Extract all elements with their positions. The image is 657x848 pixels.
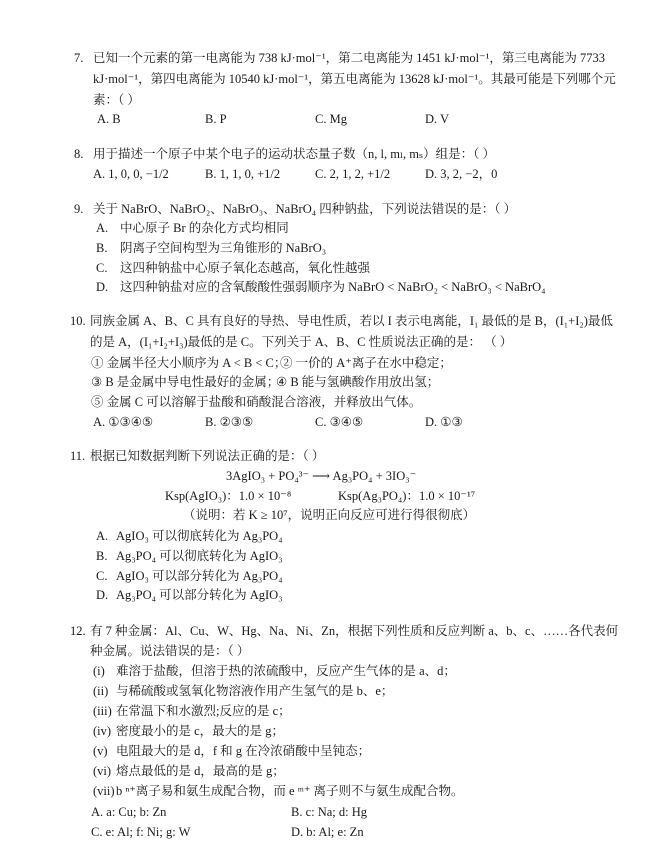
option-c: C. ③④⑤ bbox=[315, 415, 364, 429]
question-number: 8. bbox=[74, 147, 84, 161]
statement-text: 熔点最低的是 d，最高的是 g； bbox=[116, 764, 285, 778]
option-b: B. ②③⑤ bbox=[205, 415, 254, 429]
option-d: D. V bbox=[425, 112, 450, 126]
question-number: 12. bbox=[70, 624, 86, 638]
option-d: D. 3, 2, −2，0 bbox=[425, 167, 498, 181]
option-d: D. ①③ bbox=[425, 415, 463, 429]
ksp-agio3: Ksp(AgIO₃)：1.0 × 10⁻⁸ bbox=[165, 489, 292, 503]
statement-text: 与稀硫酸或氢氧化物溶液作用产生氢气的是 b、e； bbox=[116, 684, 394, 698]
question-text: 已知一个元素的第一电离能为 738 kJ·mol⁻¹，第二电离能为 1451 kJ·mol⁻¹，第三电离能为 7733 bbox=[93, 51, 606, 65]
option-label: B. bbox=[96, 241, 108, 255]
statement-text: 电阻最大的是 d，f 和 g 在冷浓硝酸中呈钝态； bbox=[116, 744, 371, 758]
statement-4: ④ B 能与氢碘酸作用放出氢； bbox=[276, 375, 440, 389]
option-a: A. a: Cu; b: Zn bbox=[91, 805, 167, 819]
option-text: 这四种钠盐中心原子氧化态越高，氧化性越强 bbox=[120, 261, 371, 275]
statement-1: ① 金属半径大小顺序为 A < B < C； bbox=[91, 356, 287, 370]
option-label: C. bbox=[96, 261, 108, 275]
option-c: C. e: Al; f: Ni; g: W bbox=[91, 825, 191, 839]
option-label: D. bbox=[96, 588, 109, 602]
option-label: A. bbox=[96, 529, 109, 543]
question-text: 种金属。说法错误的是：（ ） bbox=[90, 644, 250, 658]
statement-label: (v) bbox=[93, 744, 108, 758]
question-text: 关于 NaBrO、NaBrO₂、NaBrO₃、NaBrO₄ 四种钠盐，下列说法错误的是：（ ） bbox=[93, 202, 517, 216]
option-b: B. P bbox=[205, 112, 227, 126]
statement-label: (i) bbox=[93, 664, 105, 678]
statement-label: (iv) bbox=[93, 724, 112, 738]
statement-label: (vi) bbox=[93, 764, 112, 778]
statement-text: 难溶于盐酸，但溶于热的浓硫酸中，反应产生气体的是 a、d； bbox=[116, 664, 456, 678]
question-number: 9. bbox=[74, 202, 84, 216]
option-c: C. 2, 1, 2, +1/2 bbox=[315, 167, 391, 181]
question-text: 用于描述一个原子中某个电子的运动状态量子数（n, l, mₗ, mₛ）组是：（ ） bbox=[93, 147, 496, 161]
statement-text: 密度最小的是 c，最大的是 g； bbox=[116, 724, 285, 738]
question-text: 根据已知数据判断下列说法正确的是：（ ） bbox=[90, 449, 325, 463]
question-number: 10. bbox=[70, 314, 86, 328]
option-label: A. bbox=[96, 221, 109, 235]
note: （说明：若 K ≥ 10⁷，说明正向反应可进行得很彻底） bbox=[183, 508, 476, 522]
option-text: AgIO₃ 可以部分转化为 Ag₃PO₄ bbox=[116, 569, 283, 583]
statement-5: ⑤ 金属 C 可以溶解于盐酸和硝酸混合溶液，并释放出气体。 bbox=[91, 395, 422, 409]
question-number: 7. bbox=[74, 51, 84, 65]
option-d: D. b: Al; e: Zn bbox=[291, 825, 364, 839]
statement-text: 在常温下和水激烈;反应的是 c； bbox=[116, 704, 291, 718]
option-b: B. 1, 1, 0, +1/2 bbox=[205, 167, 281, 181]
option-text: 这四种钠盐对应的含氧酸酸性强弱顺序为 NaBrO < NaBrO₂ < NaBrO₃ < NaBrO₄ bbox=[120, 280, 546, 294]
question-text: 素：（ ） bbox=[93, 93, 140, 107]
option-b: B. c: Na; d: Hg bbox=[291, 805, 368, 819]
option-text: Ag₃PO₄ 可以彻底转化为 AgIO₃ bbox=[116, 549, 283, 563]
statement-label: (vii) bbox=[93, 784, 115, 798]
statement-2: ② 一价的 A⁺离子在水中稳定； bbox=[280, 356, 452, 370]
ksp-ag3po4: Ksp(Ag₃PO₄)：1.0 × 10⁻¹⁷ bbox=[338, 489, 476, 503]
option-a: A. 1, 0, 0, −1/2 bbox=[93, 167, 169, 181]
option-text: AgIO₃ 可以彻底转化为 Ag₃PO₄ bbox=[116, 529, 283, 543]
statement-label: (ii) bbox=[93, 684, 109, 698]
question-text: kJ·mol⁻¹，第四电离能为 10540 kJ·mol⁻¹，第五电离能为 13628 kJ·mol⁻¹。其最可能是下列哪个元 bbox=[93, 72, 616, 86]
option-text: 中心原子 Br 的杂化方式均相同 bbox=[120, 221, 289, 235]
statement-label: (iii) bbox=[93, 704, 112, 718]
question-text: 有 7 种金属：Al、Cu、W、Hg、Na、Ni、Zn，根据下列性质和反应判断 a、b、c、……各代表何 bbox=[90, 624, 619, 638]
reaction-equation: 3AgIO₃ + PO₄³⁻ ⟶ Ag₃PO₄ + 3IO₃⁻ bbox=[226, 469, 417, 483]
statement-3: ③ B 是金属中导电性最好的金属； bbox=[91, 375, 280, 389]
option-text: 阴离子空间构型为三角锥形的 NaBrO₃ bbox=[120, 241, 327, 255]
option-label: B. bbox=[96, 549, 108, 563]
option-c: C. Mg bbox=[315, 112, 347, 126]
option-a: A. ①③④⑤ bbox=[93, 415, 154, 429]
option-text: Ag₃PO₄ 可以部分转化为 AgIO₃ bbox=[116, 588, 283, 602]
question-text: 同族金属 A、B、C 具有良好的导热、导电性质，若以 I 表示电离能，I₁ 最低的是 B，(I₁+I₂)最低 bbox=[90, 314, 613, 328]
option-label: C. bbox=[96, 569, 108, 583]
question-text: 的是 A，(I₁+I₂+I₃)最低的是 C。下列关于 A、B、C 性质说法正确的是： （ ） bbox=[90, 335, 513, 349]
statement-text: b ⁿ⁺离子易和氨生成配合物，而 e ᵐ⁺ 离子则不与氨生成配合物。 bbox=[116, 784, 464, 798]
option-a: A. B bbox=[97, 112, 121, 126]
option-label: D. bbox=[96, 280, 109, 294]
question-number: 11. bbox=[70, 449, 86, 463]
